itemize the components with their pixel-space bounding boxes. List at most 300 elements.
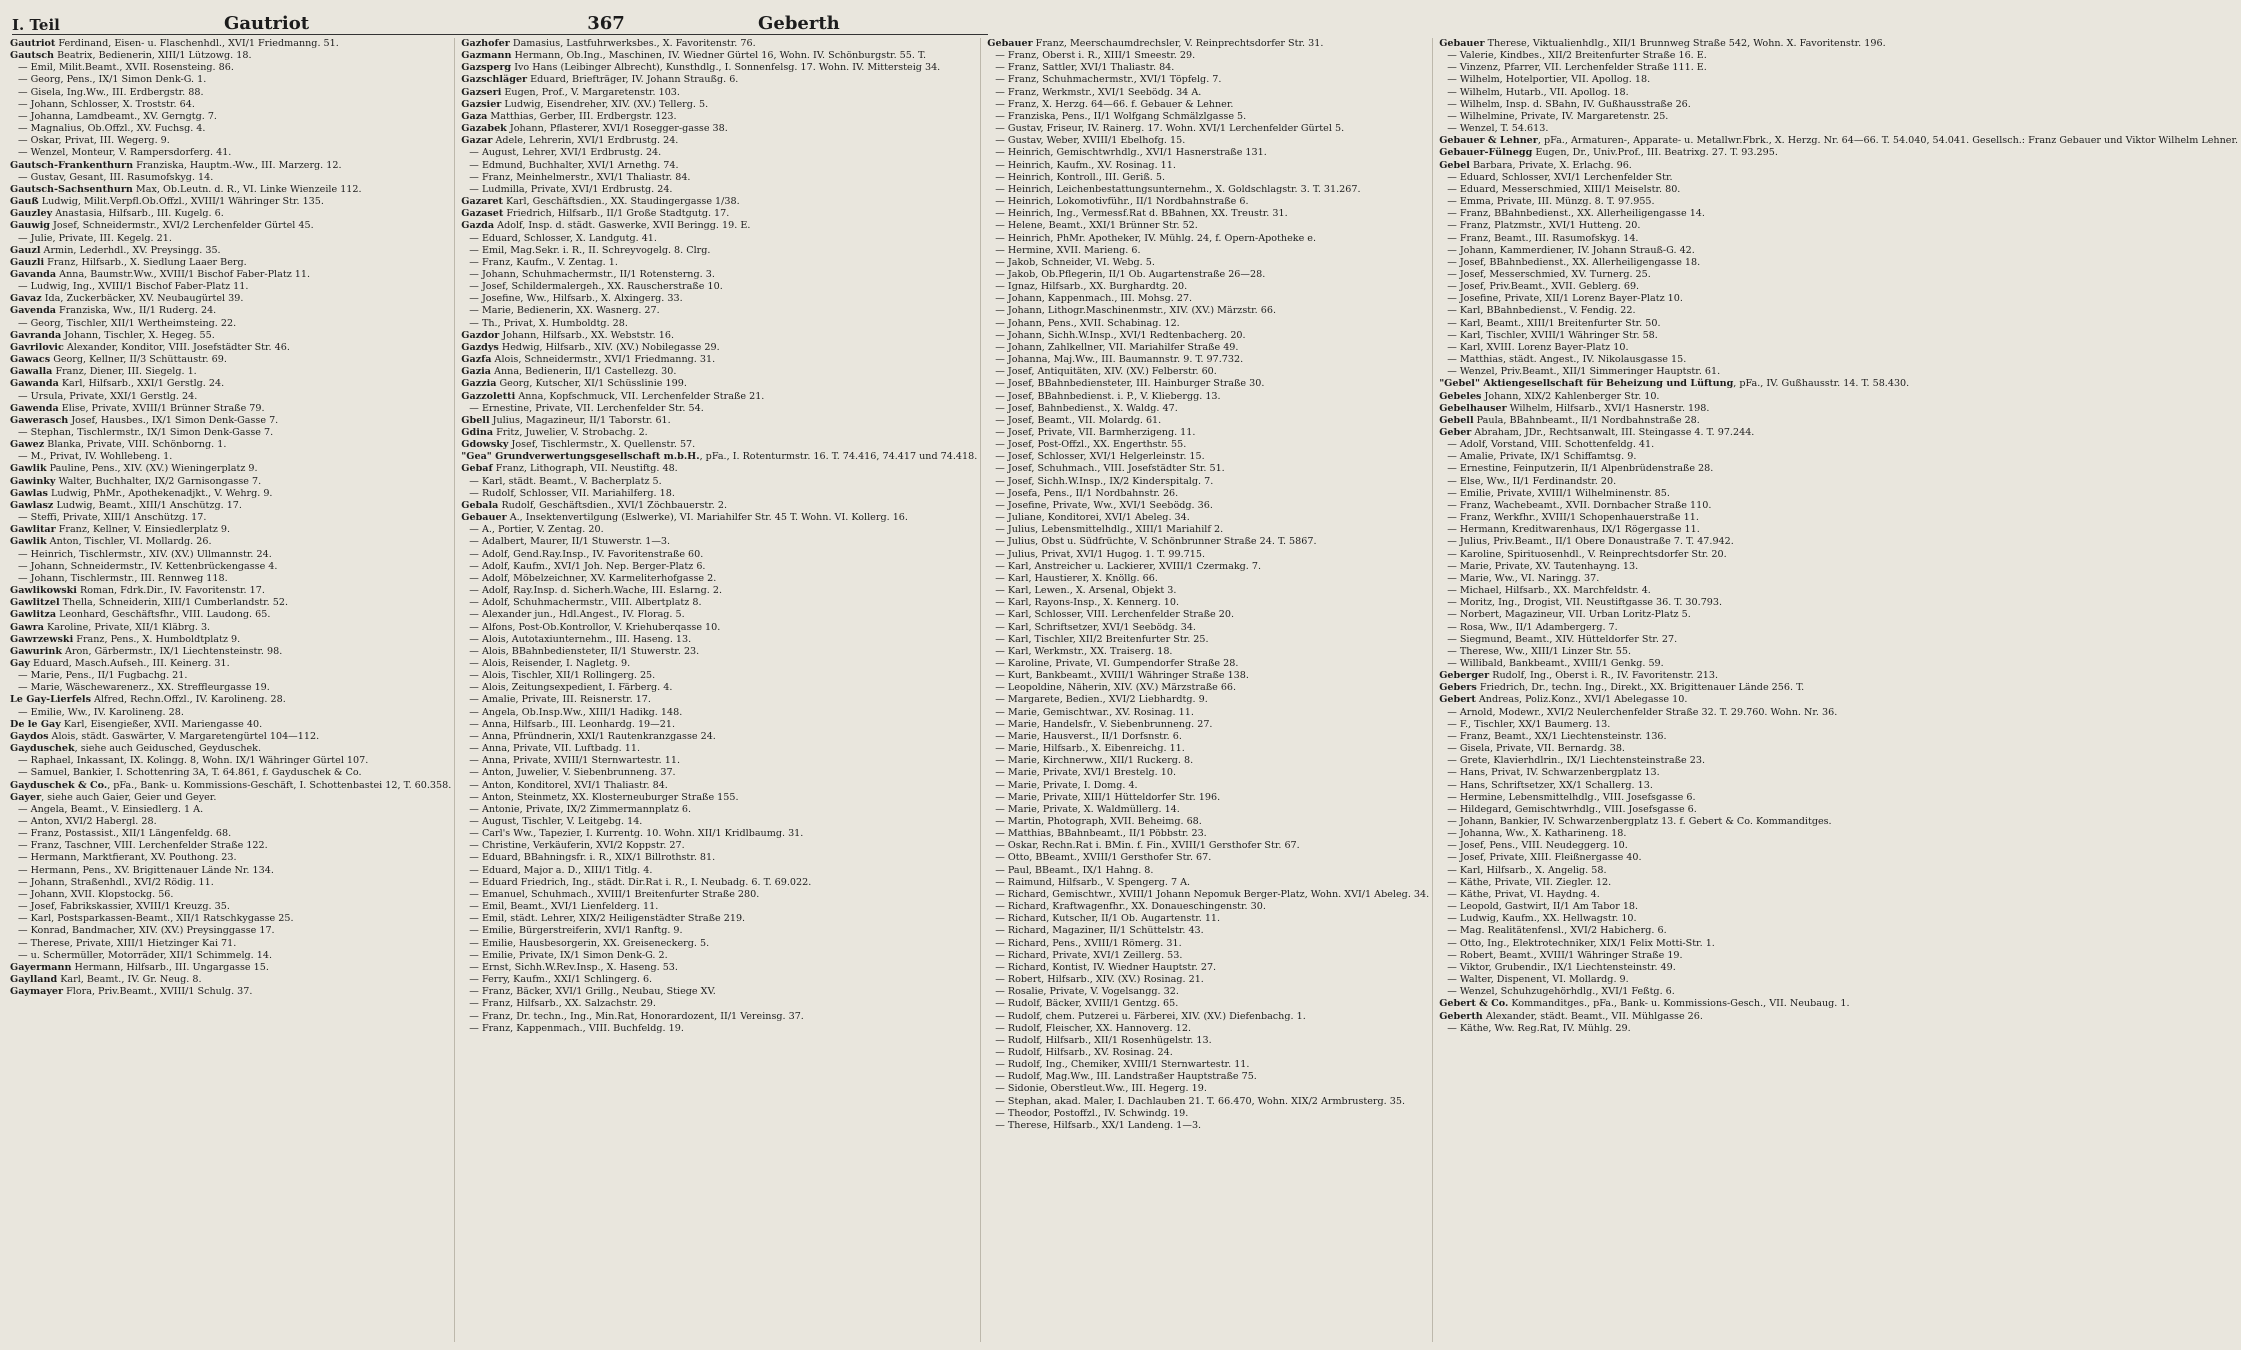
entry-details: — Wilhelm, Hutarb., VII. Apollog. 18. — [1447, 86, 1629, 98]
directory-entry — [987, 111, 1429, 123]
entry-details: — Karl, Lewen., X. Arsenal, Objekt 3. — [995, 585, 1177, 597]
directory-entry — [1439, 573, 2238, 585]
entry-details: — Gustav, Weber, XVIII/1 Ebelhofg. 15. — [995, 135, 1186, 147]
directory-entry — [10, 707, 451, 719]
entry-details: — Gisela, Private, VII. Bernardg. 38. — [1447, 743, 1625, 755]
directory-entry — [461, 74, 977, 86]
directory-entry — [461, 500, 977, 512]
directory-entry — [1439, 293, 2238, 305]
directory-entry — [987, 877, 1429, 889]
entry-details: — Adolf, Möbelzeichner, XV. Karmeliterhofgasse 2. — [469, 572, 717, 584]
entry-details: — Josefine, Ww., Hilfsarb., X. Alxingerg. 33. — [469, 293, 683, 305]
entry-details: — Otto, BBeamt., XVIII/1 Gersthofer Str. 67. — [995, 852, 1212, 864]
entry-details: Georg, Kellner, II/3 Schüttaustr. 69. — [50, 354, 227, 366]
entry-surname: Gebauer & Lehner — [1439, 135, 1538, 147]
entry-details: — Josef, Private, VII. Barmherzigeng. 11. — [995, 427, 1196, 438]
entry-details: — Therese, Hilfsarb., XX/1 Landeng. 1—3. — [995, 1119, 1202, 1131]
directory-entry — [461, 962, 977, 974]
entry-details: — Franz, Dr. techn., Ing., Min.Rat, Honorardozent, II/1 Vereinsg. 37. — [469, 1010, 804, 1022]
entry-details: Franz, Kellner, V. Einsiedlerplatz 9. — [55, 524, 231, 536]
entry-details: — Rudolf, Hilfsarb., XII/1 Rosenhügelstr. 13. — [995, 1034, 1212, 1046]
entry-details: Alois, städt. Gaswärter, V. Margaretengürtel 104—112. — [48, 730, 320, 742]
directory-entry — [987, 1023, 1429, 1035]
entry-details: Alois, Schneidermstr., XVI/1 Friedmanng. 31. — [491, 354, 716, 366]
directory-entry — [1439, 646, 2238, 658]
entry-details: — Julius, Privat, XVI/1 Hugog. 1. T. 99.715. — [995, 548, 1206, 560]
entry-details: — Richard, Gemischtwr., XVIII/1 Johann Nepomuk Berger-Platz, Wohn. XVI/1 Abeleg. 34. — [995, 888, 1430, 900]
entry-details: Johann, Tischler, X. Hegeg. 55. — [61, 329, 215, 341]
directory-entry — [10, 391, 451, 403]
directory-entry — [461, 160, 977, 172]
entry-details: Barbara, Private, X. Erlachg. 96. — [1469, 159, 1632, 171]
directory-entry — [1439, 767, 2238, 779]
left-keyword: Gautriot — [224, 13, 310, 34]
entry-details: — Konrad, Bandmacher, XIV. (XV.) Preysinggasse 17. — [18, 925, 275, 937]
entry-details: — August, Tischler, V. Leitgebg. 14. — [469, 816, 643, 827]
directory-entry — [10, 123, 451, 135]
entry-details: — Siegmund, Beamt., XIV. Hütteldorfer Str. 27. — [1447, 633, 1678, 645]
directory-entry — [987, 1096, 1429, 1108]
directory-entry — [461, 707, 977, 719]
entry-details: — Jakob, Ob.Pflegerin, II/1 Ob. Augartenstraße 26—28. — [995, 268, 1266, 280]
directory-entry — [461, 233, 977, 245]
entry-surname: Gawlik — [10, 536, 47, 548]
entry-details: — Marie, Gemischtwar., XV. Rosinag. 11. — [995, 706, 1194, 718]
directory-entry — [10, 50, 451, 62]
directory-entry — [461, 208, 977, 220]
directory-entry — [10, 816, 451, 828]
entry-details: — Oskar, Rechn.Rat i. BMin. f. Fin., XVIII/1 Gersthofer Str. 67. — [995, 840, 1300, 852]
entry-details: — Alfons, Post-Ob.Kontrollor, V. Kriehuberqasse 10. — [469, 621, 721, 633]
directory-entry — [1439, 585, 2238, 597]
entry-details: — Christine, Verkäuferin, XVI/2 Koppstr. 27. — [469, 840, 685, 852]
entry-surname: Gebauer-Fülnegg — [1439, 147, 1533, 159]
directory-entry — [1439, 682, 2238, 694]
directory-entry — [10, 160, 451, 172]
directory-entry — [1439, 925, 2238, 937]
entry-details: — Helene, Beamt., XXI/1 Brünner Str. 52. — [995, 220, 1198, 232]
entry-surname: Gazaset — [461, 208, 504, 220]
directory-entry — [461, 561, 977, 573]
entry-surname: Gazzoletti — [461, 390, 516, 402]
entry-details: — Karl, Anstreicher u. Lackierer, XVIII/1 Czermakg. 7. — [995, 560, 1262, 572]
entry-details: — Leopoldine, Näherin, XIV. (XV.) Märzstraße 66. — [995, 682, 1237, 694]
entry-details: Franz, Meerschaumdrechsler, V. Reinprechtsdorfer Str. 31. — [1032, 38, 1324, 49]
directory-entry — [461, 439, 977, 451]
entry-details: — Karoline, Spirituosenhdl., V. Reinprechtsdorfer Str. 20. — [1447, 548, 1727, 560]
directory-entry — [987, 147, 1429, 159]
directory-entry — [987, 998, 1429, 1010]
entry-details: — Alois, Tischler, XII/1 Rollingerg. 25. — [469, 670, 656, 682]
directory-entry — [1439, 998, 2238, 1010]
entry-surname: Gebel — [1439, 159, 1470, 171]
entry-details: — Raphael, Inkassant, IX. Kolingg. 8, Wohn. IX/1 Währinger Gürtel 107. — [18, 755, 369, 767]
entry-surname: Gawlitza — [10, 609, 57, 621]
entry-surname: Gawanda — [10, 378, 59, 390]
entry-details: — Robert, Beamt., XVIII/1 Währinger Straße 19. — [1447, 949, 1683, 961]
directory-entry — [987, 208, 1429, 220]
entry-details: — Marie, Private, X. Waldmüllerg. 14. — [995, 803, 1180, 815]
entry-details: — Josef, Antiquitäten, XIV. (XV.) Felberstr. 60. — [995, 366, 1217, 378]
entry-details: Franz, Diener, III. Siegelg. 1. — [52, 366, 197, 378]
entry-details: , pFa., I. Rotenturmstr. 16. T. 74.416, 74.417 und 74.418. — [699, 451, 978, 463]
directory-entry — [10, 889, 451, 901]
directory-entry — [10, 87, 451, 99]
directory-entry — [1439, 658, 2238, 670]
directory-entry — [10, 99, 451, 111]
entry-surname: Gazaret — [461, 196, 503, 208]
directory-entry — [987, 403, 1429, 415]
directory-entry — [987, 938, 1429, 950]
entry-details: — Martin, Photograph, XVII. Beheimg. 68. — [995, 816, 1202, 827]
directory-entry — [10, 573, 451, 585]
directory-entry — [987, 524, 1429, 536]
entry-details: Ludwig, Eisendreher, XIV. (XV.) Tellerg. 5. — [501, 98, 709, 110]
entry-details: Hedwig, Hilfsarb., XIV. (XV.) Nobilegasse 29. — [498, 341, 720, 353]
directory-entry — [10, 986, 451, 998]
directory-entry — [10, 245, 451, 257]
entry-details: — Josef, BBahnbediensteter, III. Hainburger Straße 30. — [995, 378, 1265, 390]
entry-surname: Gazfa — [461, 354, 492, 366]
directory-entry — [987, 670, 1429, 682]
directory-entry — [461, 950, 977, 962]
entry-details: — Josefa, Pens., II/1 Nordbahnstr. 26. — [995, 487, 1179, 499]
entry-surname: De le Gay — [10, 718, 61, 730]
entry-details: — Ernestine, Feinputzerin, II/1 Alpenbrüdenstraße 28. — [1447, 463, 1714, 475]
directory-entry — [987, 281, 1429, 293]
entry-details: Paula, BBahnbeamt., II/1 Nordbahnstraße 28. — [1473, 414, 1700, 426]
entry-surname: Gawerasch — [10, 414, 69, 426]
entry-details: — Franz, Kaufm., V. Zentag. 1. — [469, 256, 618, 268]
directory-entry — [1439, 257, 2238, 269]
entry-details: Alfred, Rechn.Offzl., IV. Karolineng. 28. — [90, 694, 286, 706]
directory-entry — [461, 305, 977, 317]
entry-details: Franziska, Ww., II/1 Ruderg. 24. — [56, 305, 217, 317]
directory-entry — [461, 281, 977, 293]
entry-details: — Karl, städt. Beamt., V. Bacherplatz 5. — [469, 475, 662, 487]
entry-details: Georg, Kutscher, XI/1 Schüsslinie 199. — [496, 378, 687, 390]
directory-entry — [1439, 634, 2238, 646]
directory-entry — [1439, 974, 2238, 986]
entry-details: Thella, Schneiderin, XIII/1 Cumberlandstr. 52. — [59, 597, 289, 609]
entry-details: Rudolf, Ing., Oberst i. R., IV. Favoritenstr. 213. — [1489, 670, 1719, 682]
directory-entry — [10, 585, 451, 597]
entry-details: — Josef, Messerschmied, XV. Turnerg. 25. — [1447, 268, 1651, 280]
entry-details: Eduard, Briefträger, IV. Johann Straußg. 6. — [527, 74, 739, 86]
directory-entry — [1439, 50, 2238, 62]
directory-entry — [987, 1047, 1429, 1059]
entry-details: — Josef, Schuhmach., VIII. Josefstädter Str. 51. — [995, 463, 1225, 475]
directory-entry — [987, 50, 1429, 62]
directory-entry — [1439, 196, 2238, 208]
entry-details: A., Insektenvertilgung (Eslwerke), VI. Mariahilfer Str. 45 T. Wohn. VI. Kollerg. 16. — [506, 512, 908, 524]
directory-entry — [1439, 403, 2238, 415]
directory-entry — [1439, 111, 2238, 123]
directory-entry — [987, 865, 1429, 877]
entry-surname: Gayduschek & Co. — [10, 779, 108, 791]
entry-details: — Marie, Wäschewarenerz., XX. Streffleurgasse 19. — [18, 682, 270, 694]
directory-entry — [987, 354, 1429, 366]
entry-details: — Else, Ww., II/1 Ferdinandstr. 20. — [1447, 475, 1617, 487]
directory-entry — [10, 208, 451, 220]
directory-entry — [1439, 780, 2238, 792]
entry-surname: Gazar — [461, 135, 493, 147]
directory-entry — [987, 269, 1429, 281]
entry-details: Ludwig, Beamt., XIII/1 Anschützg. 17. — [53, 499, 242, 511]
entry-details: — Wenzel, T. 54.613. — [1447, 123, 1549, 135]
entry-details: — Josef, Sichh.W.Insp., IX/2 Kinderspitalg. 7. — [995, 475, 1214, 487]
directory-entry — [461, 220, 977, 232]
entry-details: — Josefine, Private, Ww., XVI/1 Seebödg. 36. — [995, 499, 1213, 511]
entry-details: — Eduard, BBahningsfr. i. R., XIX/1 Billrothstr. 81. — [469, 852, 716, 864]
entry-details: Alexander, städt. Beamt., VII. Mühlgasse 26. — [1482, 1010, 1703, 1022]
directory-entry — [10, 366, 451, 378]
entry-details: — Hans, Schriftsetzer, XX/1 Schallerg. 13. — [1447, 779, 1653, 791]
entry-details: Flora, Priv.Beamt., XVIII/1 Schulg. 37. — [63, 986, 253, 998]
directory-entry — [1439, 743, 2238, 755]
entry-surname: "Gea" Grundverwertungsgesellschaft m.b.H. — [461, 451, 700, 463]
entry-details: Roman, Fdrk.Dir., IV. Favoritenstr. 17. — [76, 585, 265, 597]
directory-entry — [10, 427, 451, 439]
directory-entry — [1439, 74, 2238, 86]
entry-details: Ludwig, PhMr., Apothekenadjkt., V. Wehrg. 9. — [47, 487, 273, 499]
entry-details: — Anna, Private, XVIII/1 Sternwartestr. 11. — [469, 755, 681, 767]
entry-details: — August, Lehrer, XVI/1 Erdbrustg. 24. — [469, 147, 662, 159]
directory-entry — [1439, 281, 2238, 293]
directory-entry — [10, 840, 451, 852]
directory-entry — [461, 938, 977, 950]
entry-details: — Rosa, Ww., II/1 Adambergerg. 7. — [1447, 621, 1618, 633]
entry-details: — Käthe, Privat, VI. Haydng. 4. — [1447, 888, 1600, 900]
entry-details: Eduard, Masch.Aufseh., III. Keinerg. 31. — [29, 657, 230, 669]
directory-entry — [10, 913, 451, 925]
entry-details: — Johann, Sichh.W.Insp., XVI/1 Redtenbacherg. 20. — [995, 329, 1246, 341]
directory-entry — [10, 622, 451, 634]
columns — [10, 38, 2239, 1342]
directory-entry — [461, 172, 977, 184]
entry-surname: Gayer — [10, 791, 42, 803]
directory-entry — [10, 682, 451, 694]
directory-entry — [461, 974, 977, 986]
entry-details: — Emil, Beamt., XVI/1 Lienfelderg. 11. — [469, 901, 659, 913]
directory-entry — [461, 476, 977, 488]
directory-entry — [1439, 731, 2238, 743]
entry-details: — Josef, Bahnbedienst., X. Waldg. 47. — [995, 402, 1178, 414]
directory-entry — [461, 852, 977, 864]
entry-details: Kommanditges., pFa., Bank- u. Kommissions-Gesch., VII. Neubaug. 1. — [1508, 998, 1850, 1010]
directory-entry — [987, 366, 1429, 378]
entry-surname: Gay — [10, 657, 30, 669]
directory-entry — [987, 1059, 1429, 1071]
entry-details: Elise, Private, XVIII/1 Brünner Straße 79. — [58, 402, 265, 414]
entry-details: Eugen, Dr., Univ.Prof., III. Beatrixg. 27. T. 93.295. — [1532, 147, 1778, 159]
directory-entry — [10, 233, 451, 245]
entry-details: — Käthe, Private, VII. Ziegler. 12. — [1447, 876, 1612, 888]
entry-details: — Johann, Straßenhdl., XVI/2 Rödig. 11. — [18, 876, 214, 888]
directory-entry — [987, 439, 1429, 451]
directory-entry — [1439, 330, 2238, 342]
directory-entry — [987, 330, 1429, 342]
entry-details: — Alois, Reisender, I. Nagletg. 9. — [469, 657, 631, 669]
directory-entry — [461, 293, 977, 305]
entry-surname: Gawlik — [10, 463, 47, 475]
entry-surname: Gdina — [461, 427, 494, 438]
entry-details: — Josef, Priv.Beamt., XVII. Geblerg. 69. — [1447, 281, 1640, 293]
entry-details: — Paul, BBeamt., IX/1 Hahng. 8. — [995, 864, 1154, 876]
entry-details: — Anna, Pfründnerin, XXI/1 Rautenkranzgasse 24. — [469, 730, 716, 742]
entry-surname: Gazmann — [461, 50, 512, 62]
entry-details: — Th., Privat, X. Humboldtg. 28. — [469, 317, 628, 329]
directory-entry — [10, 378, 451, 390]
directory-entry — [1439, 1011, 2238, 1023]
directory-entry — [461, 354, 977, 366]
entry-details: — Richard, Kontist, IV. Wiedner Hauptstr. 27. — [995, 961, 1217, 973]
directory-entry — [1439, 755, 2238, 767]
directory-entry — [1439, 828, 2238, 840]
directory-entry — [1439, 561, 2238, 573]
entry-surname: Gazzia — [461, 378, 497, 390]
entry-details: — Marie, Private, XV. Tautenhayng. 13. — [1447, 560, 1639, 572]
directory-entry — [1439, 342, 2238, 354]
directory-entry — [987, 293, 1429, 305]
directory-entry — [1439, 208, 2238, 220]
entry-details: — Heinrich, Lokomotivführ., II/1 Nordbahnstraße 6. — [995, 196, 1249, 208]
entry-surname: Gauzley — [10, 208, 53, 220]
directory-entry — [987, 913, 1429, 925]
entry-details: Johann, XIX/2 Kahlenberger Str. 10. — [1481, 390, 1660, 402]
directory-entry — [1439, 427, 2238, 439]
entry-details: Anna, Kopfschmuck, VII. Lerchenfelder Straße 21. — [515, 390, 765, 402]
directory-entry — [461, 634, 977, 646]
entry-surname: Gazdys — [461, 341, 499, 353]
entry-surname: Gawurink — [10, 645, 62, 657]
entry-details: — Sidonie, Oberstleut.Ww., III. Hegerg. 19. — [995, 1083, 1207, 1095]
entry-details: — Josef, Schildermalergeh., XX. Rauscherstraße 10. — [469, 281, 723, 293]
directory-entry — [461, 913, 977, 925]
directory-entry — [461, 597, 977, 609]
entry-details: — Julie, Private, III. Kegelg. 21. — [18, 232, 172, 244]
directory-entry — [987, 755, 1429, 767]
directory-entry — [461, 62, 977, 74]
entry-details: — Eduard, Schlosser, XVI/1 Lerchenfelder Str. — [1447, 171, 1673, 183]
entry-details: — Emilie, Hausbesorgerin, XX. Greiseneckerg. 5. — [469, 937, 710, 949]
directory-entry — [987, 123, 1429, 135]
entry-surname: Gebelhauser — [1439, 402, 1507, 414]
entry-details: — Julius, Lebensmittelhdlg., XIII/1 Mariahilf 2. — [995, 524, 1224, 536]
entry-details: — Emil, Mag.Sekr. i. R., II. Schreyvogelg. 8. Clrg. — [469, 244, 711, 256]
entry-surname: Gavrilovic — [10, 341, 64, 353]
entry-surname: Gebaf — [461, 463, 493, 475]
entry-details: — Anton, Konditorel, XVI/1 Thaliastr. 84. — [469, 779, 668, 791]
directory-entry — [1439, 318, 2238, 330]
entry-details: — Franz, BBahnbedienst., XX. Allerheiligengasse 14. — [1447, 208, 1705, 220]
directory-entry — [1439, 670, 2238, 682]
directory-entry — [461, 111, 977, 123]
entry-surname: Le Gay-Lierfels — [10, 694, 91, 706]
entry-details: — Johann, Lithogr.Maschinenmstr., XIV. (XV.) Märzstr. 66. — [995, 305, 1277, 317]
directory-entry — [987, 694, 1429, 706]
directory-entry — [987, 427, 1429, 439]
entry-details: Adolf, Insp. d. städt. Gaswerke, XVII Beringg. 19. E. — [494, 220, 751, 232]
entry-surname: Gawlasz — [10, 499, 54, 511]
directory-entry — [10, 293, 451, 305]
directory-entry — [10, 172, 451, 184]
directory-entry — [10, 561, 451, 573]
entry-details: Karl, Hilfsarb., XXI/1 Gerstlg. 24. — [58, 378, 225, 390]
entry-details: — Franz, Schuhmachermstr., XVI/1 Töpfelg. 7. — [995, 74, 1222, 86]
directory-entry — [1439, 889, 2238, 901]
entry-details: — Adolf, Gend.Ray.Insp., IV. Favoritenstraße 60. — [469, 548, 704, 560]
entry-details: — Emilie, Bürgerstreiferin, XVI/1 Ranftg. 9. — [469, 925, 683, 937]
entry-details: — Rudolf, Ing., Chemiker, XVIII/1 Sternwartestr. 11. — [995, 1059, 1250, 1071]
directory-entry — [10, 330, 451, 342]
directory-entry — [461, 87, 977, 99]
entry-details: — Margarete, Bedien., XVI/2 Liebhardtg. 9. — [995, 694, 1208, 706]
entry-surname: Gazsperg — [461, 62, 512, 74]
directory-entry — [461, 451, 977, 463]
entry-details: — Norbert, Magazineur, VII. Urban Loritz-Platz 5. — [1447, 609, 1691, 621]
entry-details: — Karl, Werkmstr., XX. Traiserg. 18. — [995, 645, 1173, 657]
directory-entry — [1439, 476, 2238, 488]
directory-entry — [987, 512, 1429, 524]
entry-surname: Gautsch-Sachsenthurn — [10, 183, 133, 195]
entry-details: — Ernestine, Private, VII. Lerchenfelder Str. 54. — [469, 402, 704, 414]
entry-details: Johann, Hilfsarb., XX. Webststr. 16. — [499, 329, 675, 341]
entry-details: Anna, Baumstr.Ww., XVIII/1 Bischof Faber-Platz 11. — [56, 268, 311, 280]
entry-surname: Gawenda — [10, 402, 59, 414]
directory-entry — [10, 792, 451, 804]
entry-surname: Gdowsky — [461, 439, 509, 451]
entry-surname: Gbell — [461, 414, 490, 426]
directory-entry — [461, 998, 977, 1010]
entry-details: — Franz, Taschner, VIII. Lerchenfelder Straße 122. — [18, 840, 268, 852]
entry-surname: Gawlikowski — [10, 585, 77, 597]
directory-entry — [987, 172, 1429, 184]
entry-surname: Gayduschek — [10, 743, 75, 755]
entry-details: — Karoline, Private, VI. Gumpendorfer Straße 28. — [995, 657, 1239, 669]
directory-entry — [10, 476, 451, 488]
directory-entry — [987, 719, 1429, 731]
directory-entry — [987, 549, 1429, 561]
directory-entry — [1439, 622, 2238, 634]
entry-details: — Julius, Priv.Beamt., II/1 Obere Donaustraße 7. T. 47.942. — [1447, 536, 1734, 548]
entry-details: — Franziska, Pens., II/1 Wolfgang Schmälzlgasse 5. — [995, 110, 1247, 122]
directory-entry — [1439, 500, 2238, 512]
entry-details: — Karl, Haustierer, X. Knöllg. 66. — [995, 572, 1158, 584]
directory-entry — [461, 622, 977, 634]
entry-details: Armin, Lederhdl., XV. Preysingg. 35. — [40, 244, 221, 256]
entry-details: — Franz, Werkmstr., XVI/1 Seebödg. 34 A. — [995, 86, 1202, 98]
directory-entry — [10, 549, 451, 561]
directory-entry — [1439, 269, 2238, 281]
entry-surname: Gavranda — [10, 329, 62, 341]
entry-surname: Gawlitar — [10, 524, 56, 536]
directory-entry — [461, 682, 977, 694]
directory-entry — [10, 342, 451, 354]
entry-details: — Franz, X. Herzg. 64—66. f. Gebauer & Lehner. — [995, 98, 1234, 110]
entry-surname: Gauzl — [10, 244, 41, 256]
entry-details: Anastasia, Hilfsarb., III. Kugelg. 6. — [52, 208, 224, 220]
entry-details: — Richard, Kutscher, II/1 Ob. Augartenstr. 11. — [995, 913, 1221, 925]
entry-surname: Gaymayer — [10, 986, 64, 998]
entry-details: — Gustav, Friseur, IV. Rainerg. 17. Wohn. XVI/1 Lerchenfelder Gürtel 5. — [995, 123, 1345, 135]
directory-entry — [1439, 147, 2238, 159]
directory-entry — [987, 646, 1429, 658]
entry-surname: Gazdor — [461, 329, 500, 341]
directory-entry — [1439, 160, 2238, 172]
directory-entry — [987, 585, 1429, 597]
directory-entry — [461, 646, 977, 658]
